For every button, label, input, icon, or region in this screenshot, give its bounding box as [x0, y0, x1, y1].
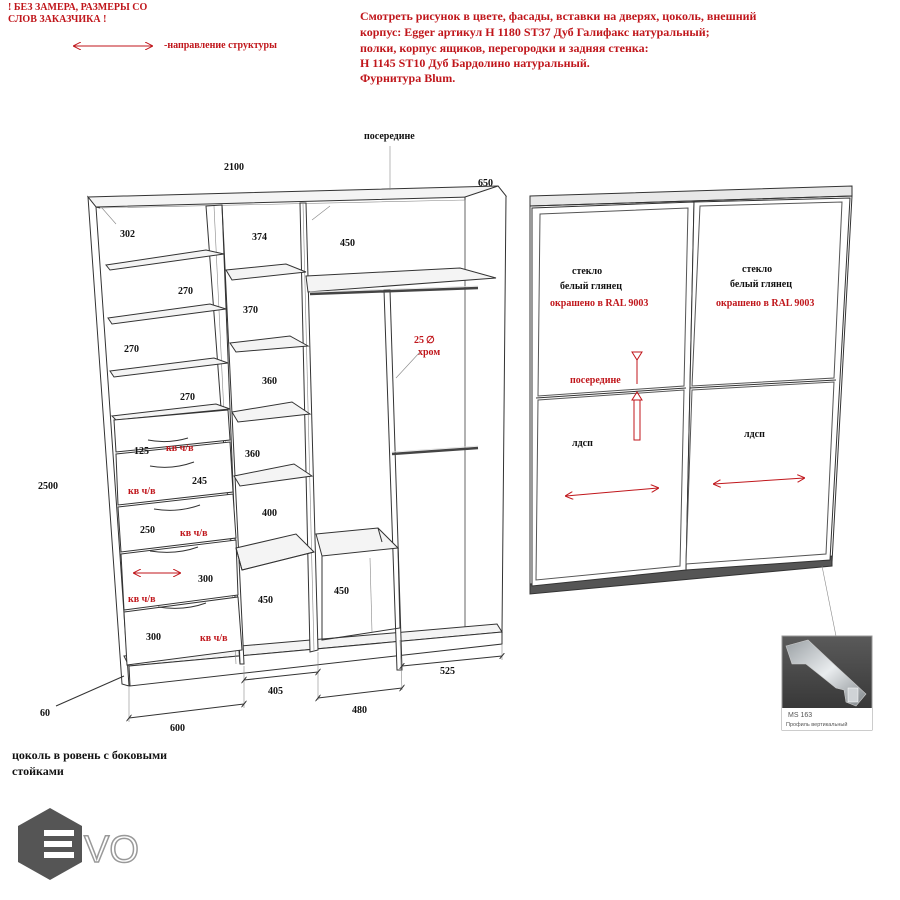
- drawer-label-4: кв ч/в: [128, 594, 156, 605]
- spec-notes: [360, 9, 757, 85]
- middle-dim-374: 374: [252, 232, 267, 243]
- spec-line-5: Фурнитура Blum.: [360, 71, 456, 85]
- door-right-glass-line-1: стекло: [742, 264, 773, 275]
- middle-shelf-3: [232, 402, 310, 422]
- plinth-height: 60: [40, 708, 50, 719]
- door-left-ldsp-label: лдсп: [572, 438, 593, 449]
- overall-width: 2100: [224, 162, 244, 173]
- right-dim-450-top: 450: [340, 238, 355, 249]
- middle-dim-450: 450: [258, 595, 273, 606]
- door-right-ldsp: [686, 382, 834, 564]
- drawer-dim-245: 245: [192, 476, 207, 487]
- diameter-symbol: ∅: [426, 335, 435, 346]
- left-shelf-3: [110, 358, 228, 377]
- door-right-glass-line-2: белый глянец: [730, 279, 793, 290]
- warning-line-1: ! БЕЗ ЗАМЕРА, РАЗМЕРЫ СО: [8, 2, 148, 13]
- door-right: [686, 198, 850, 570]
- left-shelf-1: [106, 250, 224, 270]
- middle-shelf-2: [230, 336, 308, 352]
- drawer-label-5: кв ч/в: [200, 633, 228, 644]
- sliding-doors: [530, 186, 852, 594]
- right-outer-width: 525: [440, 666, 455, 677]
- right-inner-width: 480: [352, 705, 367, 716]
- middle-shelf-4: [234, 464, 312, 486]
- drawer-dim-300-a: 300: [198, 574, 213, 585]
- drawer-dim-250: 250: [140, 525, 155, 536]
- drawer-dim-300-b: 300: [146, 632, 161, 643]
- left-dim-270-c: 270: [180, 392, 195, 403]
- middle-dim-360-a: 360: [262, 376, 277, 387]
- middle-dim-370: 370: [243, 305, 258, 316]
- door-left-glass-line-1: стекло: [572, 266, 603, 277]
- brand-logo: [18, 808, 139, 880]
- profile-description: Профиль вертикальный: [786, 722, 848, 728]
- door-right-ldsp-label: лдсп: [744, 429, 765, 440]
- door-left-glass-line-3: окрашено в RAL 9003: [550, 298, 649, 309]
- middle-label-top: посередине: [364, 131, 415, 142]
- door-right-glass-line-3: окрашено в RAL 9003: [716, 298, 815, 309]
- left-section-width: 600: [170, 723, 185, 734]
- door-right-glass: [692, 202, 842, 386]
- middle-dim-400: 400: [262, 508, 277, 519]
- drawer-label-3: кв ч/в: [180, 528, 208, 539]
- door-left: [532, 202, 694, 586]
- rod-material: хром: [418, 347, 441, 358]
- plinth-note-line-2: стойками: [12, 764, 64, 778]
- wardrobe-drawing: [88, 186, 506, 686]
- overall-depth: 650: [478, 178, 493, 189]
- door-left-ldsp: [536, 390, 684, 580]
- right-side-panel: [465, 186, 506, 640]
- logo-text: VO: [84, 829, 139, 871]
- rod-diameter: 25: [414, 335, 424, 346]
- overall-height: 2500: [38, 481, 58, 492]
- grain-direction-label: -направление структуры: [164, 40, 277, 51]
- spec-line-3: полки, корпус ящиков, перегородки и задняя стенка:: [360, 41, 649, 55]
- door-middle-label: посередине: [570, 375, 621, 386]
- spec-line-2: корпус: Egger артикул H 1180 ST37 Дуб Галифакс натуральный;: [360, 25, 710, 39]
- plinth-note-line-1: цоколь в ровень с боковыми: [12, 748, 168, 762]
- warning-line-2: СЛОВ ЗАКАЗЧИКА !: [8, 14, 107, 25]
- right-bottom-box-top: [316, 528, 398, 556]
- left-dim-270-a: 270: [178, 286, 193, 297]
- rod-label: [414, 335, 440, 358]
- spec-line-1: Смотреть рисунок в цвете, фасады, вставки на дверях, цоколь, внешний: [360, 9, 757, 23]
- middle-section-width: 405: [268, 686, 283, 697]
- spec-line-4: H 1145 ST10 Дуб Бардолино натуральный.: [360, 56, 590, 70]
- left-dim-302: 302: [120, 229, 135, 240]
- drawer-label-1: кв ч/в: [166, 443, 194, 454]
- profile-code: MS 163: [788, 712, 813, 719]
- middle-shelf-5: [236, 534, 314, 570]
- right-dim-450-bottom: 450: [334, 586, 349, 597]
- drawer-dim-125: 125: [134, 446, 149, 457]
- middle-shelf-1: [226, 264, 306, 280]
- profile-thumbnail: [782, 636, 872, 730]
- drawer-label-2: кв ч/в: [128, 486, 156, 497]
- left-dim-270-b: 270: [124, 344, 139, 355]
- door-left-glass-line-2: белый глянец: [560, 281, 623, 292]
- left-shelf-2: [108, 304, 226, 324]
- middle-dim-360-b: 360: [245, 449, 260, 460]
